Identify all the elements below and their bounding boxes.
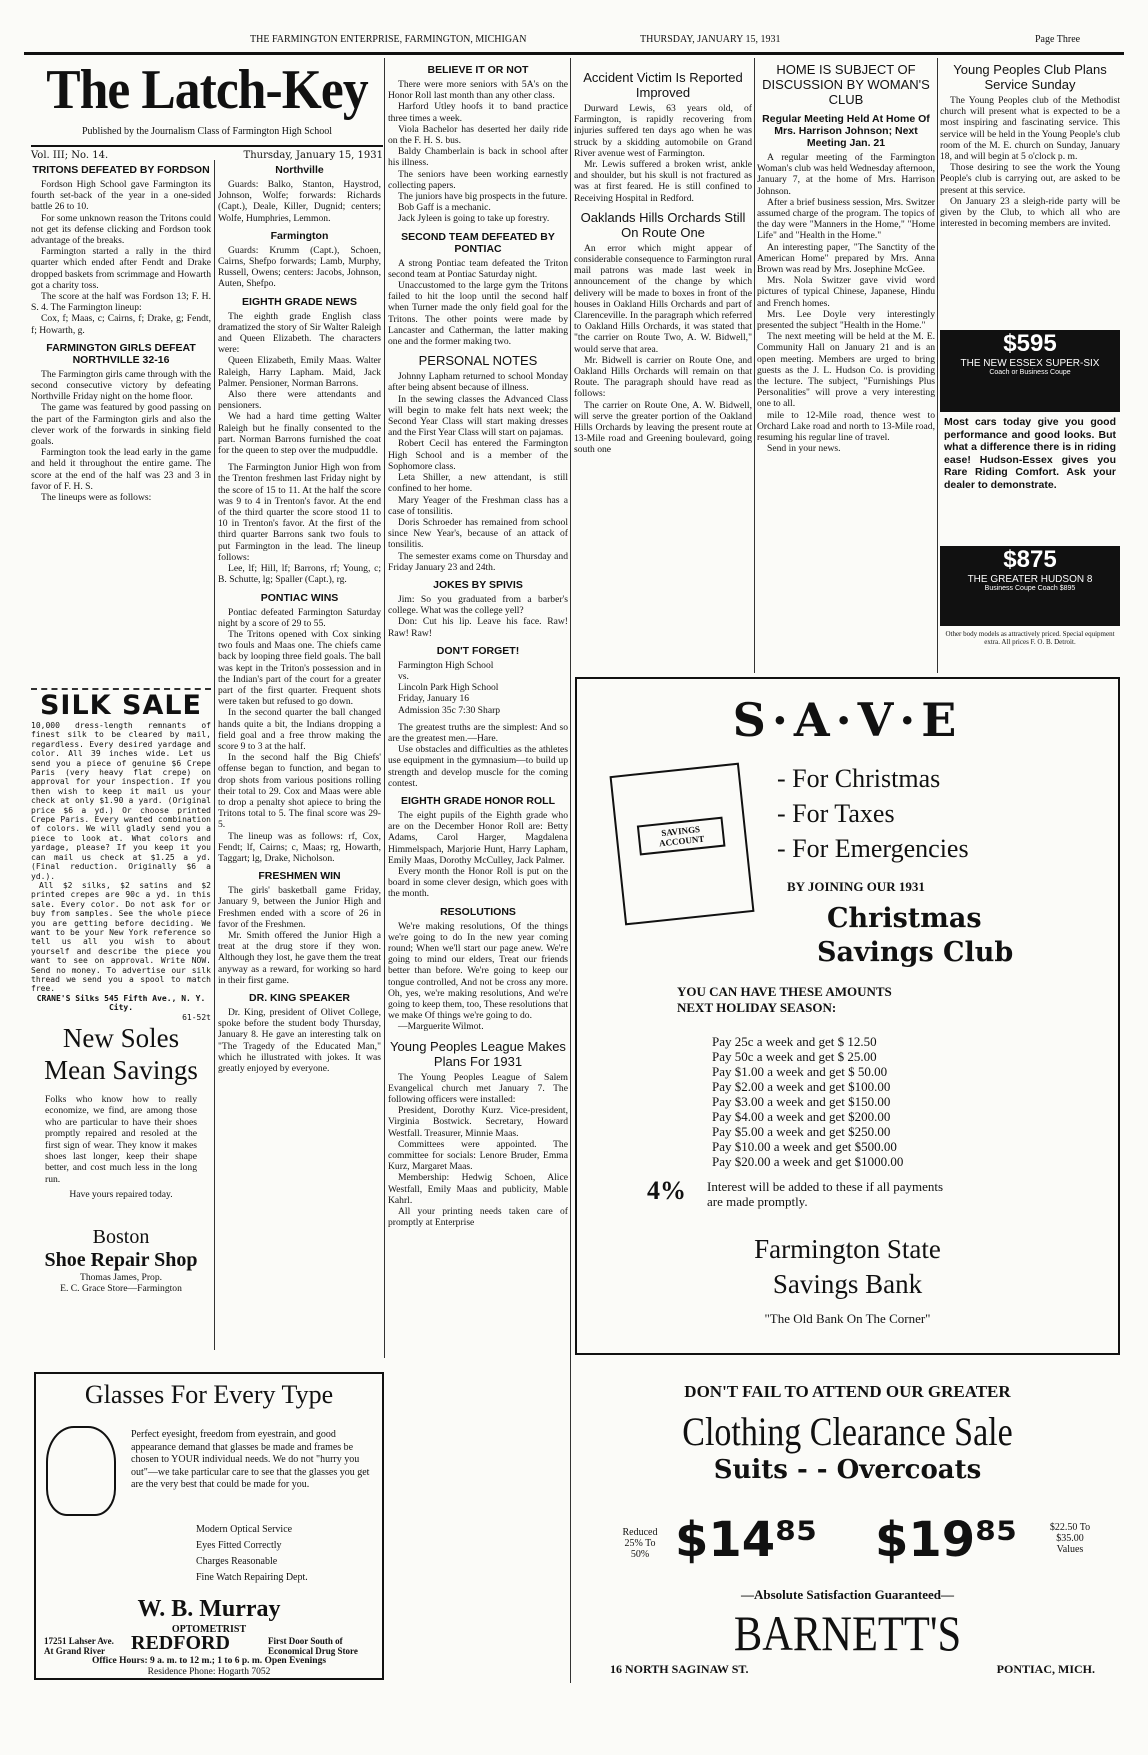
paragraph: vs. — [398, 670, 409, 682]
paragraph: In the second quarter the ball changed hands quite a bit, the Indians dropping a field goal and a free throw making the score 9 to 3 at the half. — [218, 707, 381, 752]
clothing-top: DON'T FAIL TO ATTEND OUR GREATER — [684, 1382, 1011, 1401]
paragraph: Mrs. Lee Doyle very interestingly presented the subject "Health in the Home." — [757, 308, 935, 332]
paragraph: For some unknown reason the Tritons could not get its defense clicking and Fordson took advantage of the breaks. — [31, 212, 211, 247]
shoe-repair-ad — [31, 1022, 211, 1352]
glasses-title: Glasses For Every Type — [84, 1380, 334, 1409]
headline: DON'T FORGET! — [436, 644, 520, 657]
headline: Farmington — [270, 229, 329, 242]
pay-amount: $1000.00 — [854, 1154, 904, 1169]
bank-name-2: Savings Bank — [772, 1269, 923, 1299]
column-d — [574, 68, 752, 673]
pay-label: Pay — [712, 1064, 732, 1079]
paragraph: Robert Cecil has entered the Farmington High School and is a member of the Sophomore class. — [388, 438, 568, 472]
article — [574, 70, 752, 204]
paragraph: mile to 12-Mile road, thence west to Orchard Lake road and north to 13-Mile road, resuming his regular line of travel. — [757, 409, 935, 444]
payment-row — [712, 1124, 903, 1139]
office-hours: Office Hours: 9 a. m. to 12 m.; 1 to 6 p. m. Open Evenings — [91, 1656, 327, 1666]
pay-rate: $1.00 a week and get — [734, 1064, 845, 1079]
paragraph: Admission 35c 7:30 Sharp — [398, 704, 501, 716]
paragraph: The juniors have big prospects in the future. — [398, 191, 568, 203]
glasses-body: Perfect eyesight, freedom from eyestrain, and good appearance demand that glasses be made and frames be chosen to YOUR individual needs. We do not "hurry you out"—we take particular care to see that the glasses you get are the very best that could be made for you. — [131, 1429, 370, 1490]
save-item: - For Christmas — [777, 764, 941, 793]
store-name: BARNETT'S — [733, 1605, 962, 1661]
article — [388, 722, 568, 789]
price-high: $19⁸⁵ — [875, 1512, 1018, 1568]
service-item: Modern Optical Service — [196, 1524, 293, 1535]
pay-amount: $ 25.00 — [837, 1049, 877, 1064]
article — [218, 992, 381, 1074]
paragraph: Cox, f; Maas, c; Cairns, f; Drake, g; Fendt, f; Howarth, g. — [31, 313, 211, 336]
column-rule — [214, 160, 215, 1350]
optometrist-role: OPTOMETRIST — [171, 1624, 247, 1635]
paragraph: There were more seniors with 5A's on the Honor Roll last month than any other class. — [388, 79, 568, 102]
headline: Oaklands Hills Orchards Still On Route One — [580, 209, 746, 240]
silk-sale-body-2: All $2 silks, $2 satins and $2 printed crepes are 90c a yd. in this sale. Every color. Do not ask for or buy from samples. See the whole piece you are getting before deciding. We want to be your New York reference so tell us all you wish to about yourself and describe the piece you want to see on approval. Write NOW. Send no money. To advertise our silk thread we send you a spool to match free. — [31, 880, 211, 994]
payment-row — [712, 1094, 903, 1109]
paragraph: Mr. Lewis suffered a broken wrist, ankle and shoulder, but his skull is not fractured as was at first feared. He is still confined to Receiving Hospital in Redford. — [574, 159, 752, 204]
issue-date: THURSDAY, JANUARY 15, 1931 — [640, 34, 781, 45]
store-city: PONTIAC, MICH. — [996, 1662, 1095, 1676]
paragraph: The lineup was as follows: rf, Cox, Fendt; lf, Cairns; c, Maas; rg, Howarth, Taggart; lg, Drake, Nicholson. — [218, 830, 381, 864]
pay-rate: $2.00 a week and get — [734, 1079, 845, 1094]
paragraph: Mr. Smith offered the Junior High a treat at the drug store if they won. Although they lost, he gave them the treat anyway as a reward, for working so hard in their first game. — [218, 929, 381, 986]
headline: PERSONAL NOTES — [418, 353, 538, 369]
bank-slogan: "The Old Bank On The Corner" — [764, 1311, 931, 1326]
paragraph: Doris Schroeder has remained from school since New Year's, because of an attack of tonsilitis. — [388, 516, 568, 551]
paragraph: Pontiac defeated Farmington Saturday night by a score of 29 to 55. — [218, 606, 381, 629]
column-f — [940, 60, 1120, 325]
service-item: Fine Watch Repairing Dept. — [196, 1572, 308, 1583]
pay-label: Pay — [712, 1139, 732, 1154]
pay-rate: $3.00 a week and get — [734, 1094, 845, 1109]
pay-amount: $ 12.50 — [837, 1034, 877, 1049]
amounts-heading-2: NEXT HOLIDAY SEASON: — [677, 1000, 837, 1015]
article — [574, 210, 752, 456]
pay-label: Pay — [712, 1079, 732, 1094]
paragraph: Committees were appointed. The committee for socials: Lenore Bruder, Emma Kurz, Margaret Maas. — [388, 1138, 568, 1173]
club-name-1: Christmas — [827, 903, 982, 934]
christmas-savings-club-ad — [575, 677, 1120, 1355]
payment-table — [712, 1034, 903, 1169]
pay-label: Pay — [712, 1124, 732, 1139]
pay-label: Pay — [712, 1034, 732, 1049]
save-title: S·A·V·E — [732, 693, 963, 747]
masthead-subtitle: Published by the Journalism Class of Farmington High School — [82, 126, 332, 137]
paragraph: On January 23 a sleigh-ride party will be given by the Club, to which all who are interested in becoming members are invited. — [940, 195, 1120, 230]
headline: PONTIAC WINS — [260, 591, 339, 604]
savings-book-illustration — [610, 763, 755, 926]
article — [218, 164, 381, 224]
payment-row — [712, 1064, 903, 1079]
column-rule — [754, 58, 755, 673]
headline: Regular Meeting Held At Home Of Mrs. Harrison Johnson; Next Meeting Jan. 21 — [762, 113, 930, 149]
paragraph: We had a hard time getting Walter Raleigh but he finally consented to the part. Norman Barrons furnished the coat for the queen to step over the mudpuddle. — [218, 411, 381, 457]
paragraph: Those desiring to see the work the Young People's club is carrying out, are asked to be present at this service. — [940, 162, 1120, 196]
volume: Vol. III; No. 14. — [31, 150, 109, 161]
paragraph: Friday, January 16 — [398, 693, 470, 705]
silk-sale-code: 61-52t — [182, 1012, 211, 1022]
latch-key-masthead — [31, 58, 383, 161]
article — [388, 579, 568, 639]
paragraph: The game was featured by good passing on the part of the Farmington girls and also the clever work of the forwards in sinking field goals. — [31, 402, 211, 448]
paragraph: The carrier on Route One, A. W. Bidwell, will serve the greater portion of the Oakland Hills Orchards by leaving the present route at 13-Mile road and Greening boulevard, going south one — [574, 399, 752, 456]
savings-book-label: SAVINGS ACCOUNT — [637, 817, 726, 856]
silk-sale-ad — [31, 688, 211, 1022]
paragraph: Jim: So you graduated from a barber's college. What was the college yell? — [388, 593, 568, 617]
paragraph: The next meeting will be held at the M. E. Community Hall on January 21 and is an open meeting. Members are urged to bring guests as the J. L. Hudson Co. is providing the lecture. The subject, "Furnishings Plus Personalities" will prove a very interesting one to all. — [757, 331, 935, 410]
paragraph: The eight pupils of the Eighth grade who are on the December Honor Roll are: Betty Adams, Carol Harger, Magdalena Himmelspach, Marjorie Hunt, Harry Lapham, Emily Maas, Dorothy McCulley, Jack Palmer. — [388, 809, 568, 866]
clothing-sale-ad — [575, 1372, 1120, 1680]
pay-label: Pay — [712, 1154, 732, 1169]
paragraph: Membership: Hedwig Schoen, Alice Westfall, Emily Maas and publicity, Mable Kahrl. — [388, 1172, 568, 1206]
paragraph: The Farmington Junior High won from the Trenton freshmen last Friday night by the score of 15 to 11. At the half the score was 9 to 4 in Trenton's favor. At the end of the third quarter the score stood 11 to 10 in Trenton's favor. At the first of the third quarter Barrons sank two fouls to put Farmington in the lead. The lineup follows: — [218, 462, 381, 563]
payment-row — [712, 1034, 903, 1049]
hudson-model: Business Coupe Coach $895 — [984, 585, 1076, 592]
service-item: Eyes Fitted Correctly — [196, 1540, 282, 1551]
paragraph: Guards: Balko, Stanton, Haystrod, Johnson, Wolfe; forwards: Richards (Capt.), Deale, Killer, Dugnid; centers; Wolfe, Humphries, Lemmon. — [218, 179, 381, 224]
paragraph: The Young Peoples club of the Methodist church will present what is expected to be a most inspiring and fascinating service. This service will be held in the Young People's club room of the M. E. church on Sunday, January 18, and will begin at 5 o'clock p. m. — [940, 95, 1120, 163]
pay-amount: $250.00 — [848, 1124, 891, 1139]
essex-model: Coach or Business Coupe — [989, 369, 1071, 376]
paragraph: The girls' basketball game Friday, January 9, between the Junior High and Freshmen ended with a score of 26 in favor of the Freshmen. — [218, 885, 381, 930]
masthead-title: The Latch-Key — [46, 59, 368, 121]
address-2: First Door South of Economical Drug Store — [268, 1636, 358, 1656]
shop-owner: Thomas James, Prop. — [79, 1272, 163, 1284]
paragraph: Dr. King, president of Olivet College, spoke before the student body Thursday, January 8. He gave an interesting talk on "The Tragedy of the Educated Man," which he illustrated with jokes. It was greatly enjoyed by everyone. — [218, 1007, 381, 1075]
headline: JOKES BY SPIVIS — [433, 578, 523, 591]
paragraph: Lee, lf; Hill, lf; Barrons, rf; Young, c; B. Schutte, lg; Spaller (Capt.), rg. — [218, 563, 381, 586]
clothing-items: Suits - - Overcoats — [713, 1455, 982, 1485]
paragraph: The lineups were as follows: — [41, 492, 152, 504]
paragraph: Don: Cut his lip. Leave his face. Raw! Raw! Raw! — [388, 616, 568, 639]
article — [218, 230, 381, 290]
paragraph: The score at the half was Fordson 13; F. H. S. 4. The Farmington lineup: — [31, 291, 211, 314]
article — [31, 164, 211, 336]
article — [757, 113, 935, 454]
silk-sale-title: SILK SALE — [39, 690, 202, 721]
paragraph: All your printing needs taken care of promptly at Enterprise — [388, 1206, 568, 1229]
town-name: REDFORD — [131, 1632, 230, 1654]
pay-amount: $150.00 — [848, 1094, 891, 1109]
essex-footnote: Other body models as attractively priced. Special equipment extra. All prices F. O. B. Detroit. — [945, 630, 1115, 646]
article — [218, 592, 381, 865]
paragraph: The Tritons opened with Cox sinking two fouls and Maas one. The chiefs came back by looping three field goals. The ball was kept in the Triton's possession and in the Indian's part of the court for a greater part of the first quarter. Frequent shots were taken but refused to go down. — [218, 628, 381, 708]
column-b — [218, 162, 381, 1362]
article — [31, 342, 211, 503]
shop-address: E. C. Grace Store—Farmington — [60, 1283, 182, 1295]
pay-rate: $10.00 a week and get — [734, 1139, 852, 1154]
article — [388, 645, 568, 716]
paragraph: Use obstacles and difficulties as the athletes use equipment in the gymnasium—to build up strength and develop muscle for the coming contest. — [388, 744, 568, 789]
paragraph: Bob Gaff is a mechanic. — [398, 202, 491, 214]
paragraph: The greatest truths are the simplest: And so are the greatest men.—Hare. — [388, 721, 568, 744]
payment-row — [712, 1139, 903, 1154]
interest-note: Interest will be added to these if all payments are made promptly. — [707, 1179, 944, 1209]
paragraph: The Young Peoples League of Salem Evangelical church met January 7. The following officers were installed: — [388, 1071, 568, 1106]
paragraph: Lincoln Park High School — [398, 682, 499, 694]
pay-rate: $4.00 a week and get — [734, 1109, 845, 1124]
paragraph: —Marguerite Wilmot. — [398, 1021, 484, 1033]
amounts-heading — [677, 984, 892, 1016]
paragraph: Fordson High School gave Farmington its fourth set-back of the year in a one-sided battle 26 to 10. — [31, 179, 211, 213]
pay-amount: $500.00 — [854, 1139, 897, 1154]
pay-rate: $20.00 a week and get — [734, 1154, 852, 1169]
paragraph: A strong Pontiac team defeated the Triton second team at Pontiac Saturday night. — [388, 257, 568, 280]
paragraph: Send in your news. — [767, 443, 841, 455]
ad-title-1: New Soles — [62, 1023, 180, 1053]
payment-row — [712, 1049, 903, 1064]
silk-sale-signature: CRANE'S Silks 545 Fifth Ave., N. Y. City. — [36, 993, 206, 1013]
headline: Young Peoples League Makes Plans For 1931 — [390, 1038, 566, 1069]
headline: FRESHMEN WIN — [258, 870, 341, 883]
shop-name-2: Shoe Repair Shop — [44, 1249, 198, 1272]
paragraph: Leta Shiller, a new attendant, is still confined to her home. — [388, 472, 568, 495]
masthead-date: Thursday, January 15, 1931 — [243, 150, 383, 161]
paragraph: Mr. Bidwell is carrier on Route One, and Oakland Hills Orchards will remain on that Route. The paragraph should have read as follows: — [574, 354, 752, 400]
column-rule — [384, 58, 385, 1358]
pay-rate: 25c a week and get — [734, 1034, 835, 1049]
paragraph: Mrs. Nola Switzer gave vivid word pictures of typical Chinese, Japanese, Hindu and French homes. — [757, 275, 935, 309]
ad-title-2: Mean Savings — [44, 1055, 198, 1085]
hudson-name: THE GREATER HUDSON 8 — [967, 574, 1093, 585]
article — [388, 64, 568, 225]
paragraph: Jack Jyleen is going to take up forestry. — [398, 213, 550, 225]
address-1: 17251 Lahser Ave. At Grand River — [44, 1636, 114, 1656]
paragraph: Mary Yeager of the Freshman class has a case of tonsilitis. — [388, 494, 568, 517]
paragraph: Queen Elizabeth, Emily Maas. Walter Raleigh, Harry Lapham. Maid, Jack Palmer. Pensioner, Norman Barrons. — [218, 355, 381, 389]
pay-label: Pay — [712, 1109, 732, 1124]
paragraph: In the second half the Big Chiefs' offense began to function, and began to drop shots from various positions rolling their total to 29. Cox and Maas were able to drop a penalty shot apiece to bring the Tritons total to 5. The final score was 29-5. — [218, 752, 381, 831]
running-head — [0, 34, 1148, 50]
paper-name: THE FARMINGTON ENTERPRISE, FARMINGTON, MICHIGAN — [250, 34, 527, 45]
article — [940, 62, 1120, 229]
column-rule — [937, 58, 938, 673]
payment-row — [712, 1154, 903, 1169]
services-list — [196, 1522, 308, 1586]
headline: HOME IS SUBJECT OF DISCUSSION BY WOMAN'S CLUB — [762, 62, 930, 107]
headline: RESOLUTIONS — [440, 905, 516, 918]
paragraph: An error which might appear of considerable consequence to Farmington rural mail patrons was made last week in announcement of the change by which delivery will be made to boxes in front of the houses in Oakland Hills Orchards and part of Clarenceville. In the paragraph which referred to Oakland Hills Orchards, it was stated that "the carrier on Route Two, A. W. Bidwell," would serve that area. — [574, 242, 752, 355]
article — [218, 296, 381, 457]
paragraph: The seniors have been working earnestly collecting papers. — [388, 168, 568, 191]
headline: EIGHTH GRADE NEWS — [242, 295, 357, 308]
paragraph: Guards: Krumm (Capt.), Schoen, Cairns, Shefpo forwards; Lamb, Murphy, Russell, Owens; centers: Jacobs, Johnson, Auten, Shefpo. — [218, 244, 381, 290]
headline: BELIEVE IT OR NOT — [427, 64, 529, 76]
interest-rate: 4% — [647, 1176, 686, 1205]
article — [218, 870, 381, 986]
optometrist-name: W. B. Murray — [137, 1596, 281, 1622]
paragraph: President, Dorothy Kurz. Vice-president, Virginia Bostwick. Secretary, Howard Westfall. Treasurer, Minnie Maas. — [388, 1105, 568, 1139]
headline: SECOND TEAM DEFEATED BY PONTIAC — [401, 230, 555, 255]
headline: TRITONS DEFEATED BY FORDSON — [32, 164, 210, 176]
column-a — [31, 162, 211, 682]
paragraph: A regular meeting of the Farmington Woman's club was held Wednesday afternoon, January 7, at the home of Mrs. Harrison Johnson. — [757, 152, 935, 197]
silk-sale-body: 10,000 dress-length remnants of finest silk to be cleared by mail, regardless. Every desired yardage and color. All 39 inches wide. Let us send you a piece of genuine $6 Crepe Paris (very heavy flat crepe) on approval for your inspection. If you then wish to keep it mail us your check at only $1.90 a yard. (Original price $6 a yd.) Or choose printed Crepe Paris. Every wanted combination of colors. We will gladly send you a piece to look at. What colors and yardage, please? If you keep it you can mail us check at $1.25 a yd. (Final reduction. Originally $6 a yd.). — [31, 721, 211, 881]
header-rule — [24, 52, 1124, 55]
column-c — [388, 62, 568, 1682]
paragraph: The Farmington girls came through with the second consecutive victory by defeating Northville Friday night on the home floor. — [31, 368, 211, 403]
paragraph: Durward Lewis, 63 years old, of Farmington, is rapidly recovering from injuries suffered ten days ago when he was struck by a skidding automobile on Grand River avenue west of Farmington. — [574, 103, 752, 159]
ad-body: Folks who know how to really economize, we find, are among those who are particular to have their shoes promptly repaired and resoled at the first sign of wear. They know it makes shoes last longer, keep their shape better, and cost much less in the long run. — [45, 1094, 197, 1185]
join-text: BY JOINING OUR 1931 — [787, 879, 925, 894]
face-with-glasses-illustration — [46, 1426, 116, 1516]
ad-cta: Have yours repaired today. — [69, 1189, 173, 1201]
pay-label: Pay — [712, 1094, 732, 1109]
pay-amount: $ 50.00 — [848, 1064, 888, 1079]
paragraph: Farmington started a rally in the third quarter which ended after Fendt and Drake dropped baskets from scrimmage and Howarth got a charity toss. — [31, 246, 211, 291]
article — [388, 906, 568, 1033]
amounts-heading-1: YOU CAN HAVE THESE AMOUNTS — [677, 984, 892, 999]
pay-rate: 50c a week and get — [734, 1049, 835, 1064]
shop-name-1: Boston — [92, 1226, 150, 1249]
pay-rate: $5.00 a week and get — [734, 1124, 845, 1139]
club-name-2: Savings Club — [817, 937, 1014, 968]
paragraph: Harford Utley hoofs it to band practice three times a week. — [388, 101, 568, 124]
headline: FARMINGTON GIRLS DEFEAT NORTHVILLE 32-16 — [46, 341, 196, 366]
article — [388, 353, 568, 573]
paragraph: The semester exams come on Thursday and Friday January 23 and 24th. — [388, 550, 568, 573]
paragraph: Farmington High School — [398, 659, 494, 671]
paragraph: Johnny Lapham returned to school Monday after being absent because of illness. — [388, 371, 568, 394]
clothing-title: Clothing Clearance Sale — [682, 1409, 1013, 1454]
pay-amount: $100.00 — [848, 1079, 891, 1094]
paragraph: In the sewing classes the Advanced Class will begin to make felt hats next week; the Second Year Class will start making dresses and the First Year Class will start on pajamas. — [388, 393, 568, 439]
payment-row — [712, 1109, 903, 1124]
page-number: Page Three — [1035, 34, 1081, 45]
phone: Residence Phone: Hogarth 7052 — [147, 1667, 271, 1677]
hudson-price: $875 — [1003, 546, 1057, 573]
headline: Young Peoples Club Plans Service Sunday — [953, 62, 1107, 92]
essex-body: Most cars today give you good performance and good looks. But what a difference there is in riding ease! Hudson-Essex gives you Rare Riding Comfort. Ask your dealer to demonstrate. — [944, 416, 1116, 491]
essex-name: THE NEW ESSEX SUPER-SIX — [960, 358, 1100, 369]
hudson-essex-ad — [940, 330, 1120, 660]
paragraph: Unaccustomed to the large gym the Tritons failed to hit the loop until the second half when Turner made the only field goal for the Tritons. The other points were made by Lancaster and Catherman, the latter making one and the former making two. — [388, 280, 568, 348]
paragraph: Farmington took the lead early in the game and held it throughout the entire game. The score at the end of the half was 23 and 3 in favor of F. H. S. — [31, 447, 211, 492]
headline: EIGHTH GRADE HONOR ROLL — [401, 794, 555, 807]
pay-amount: $200.00 — [848, 1109, 891, 1124]
headline: Accident Victim Is Reported Improved — [583, 70, 743, 100]
paragraph: Viola Bachelor has deserted her daily ride on the F. H. S. bus. — [388, 123, 568, 147]
paragraph: Also there were attendants and pensioners. — [218, 389, 381, 412]
paragraph: We're making resolutions, Of the things we're going to do In the new year coming round; When we'll start our page anew. We're going to mind our elders, Treat our friends better than before. We're going to keep our tongue controlled, And not be cross any more. Oh, yes, we're making resolutions, And we're going to keep them, too, These resolutions that we make Of things we're going to do. — [388, 920, 568, 1022]
paragraph: An interesting paper, "The Sanctity of the American Home" prepared by Mrs. Anna Brown was read by Mrs. Josephine McGee. — [757, 241, 935, 276]
article — [388, 231, 568, 348]
values-label: $22.50 To $35.00 Values — [1049, 1522, 1091, 1555]
paragraph: Baldy Chamberlain is back in school after his illness. — [388, 146, 568, 169]
essex-price: $595 — [1003, 330, 1057, 357]
pay-label: Pay — [712, 1049, 732, 1064]
article — [388, 795, 568, 900]
bank-name-1: Farmington State — [754, 1234, 941, 1264]
article — [218, 462, 381, 585]
headline: Northville — [275, 164, 324, 176]
save-item: - For Taxes — [777, 799, 895, 828]
article — [757, 62, 935, 107]
store-address: 16 NORTH SAGINAW ST. — [610, 1662, 749, 1676]
save-item: - For Emergencies — [777, 834, 969, 863]
paragraph: Every month the Honor Roll is put on the board in some clever design, which goes with the month. — [388, 865, 568, 900]
headline: DR. KING SPEAKER — [249, 992, 350, 1004]
column-e — [757, 60, 935, 673]
paragraph: The eighth grade English class dramatized the story of Sir Walter Raleigh and Queen Elizabeth. The characters were: — [218, 310, 381, 356]
price-low: $14⁸⁵ — [675, 1512, 818, 1568]
optometrist-ad — [34, 1372, 384, 1680]
column-rule — [570, 58, 571, 1683]
article — [388, 1039, 568, 1229]
service-item: Charges Reasonable — [196, 1556, 278, 1567]
paragraph: After a brief business session, Mrs. Switzer assumed charge of the program. The topics of the day were "Manners in the Home," "Home Life" and "Health in the Home." — [757, 196, 935, 242]
payment-row — [712, 1079, 903, 1094]
guarantee: —Absolute Satisfaction Guaranteed— — [740, 1587, 955, 1602]
reduced-label: Reduced 25% To 50% — [622, 1527, 658, 1560]
